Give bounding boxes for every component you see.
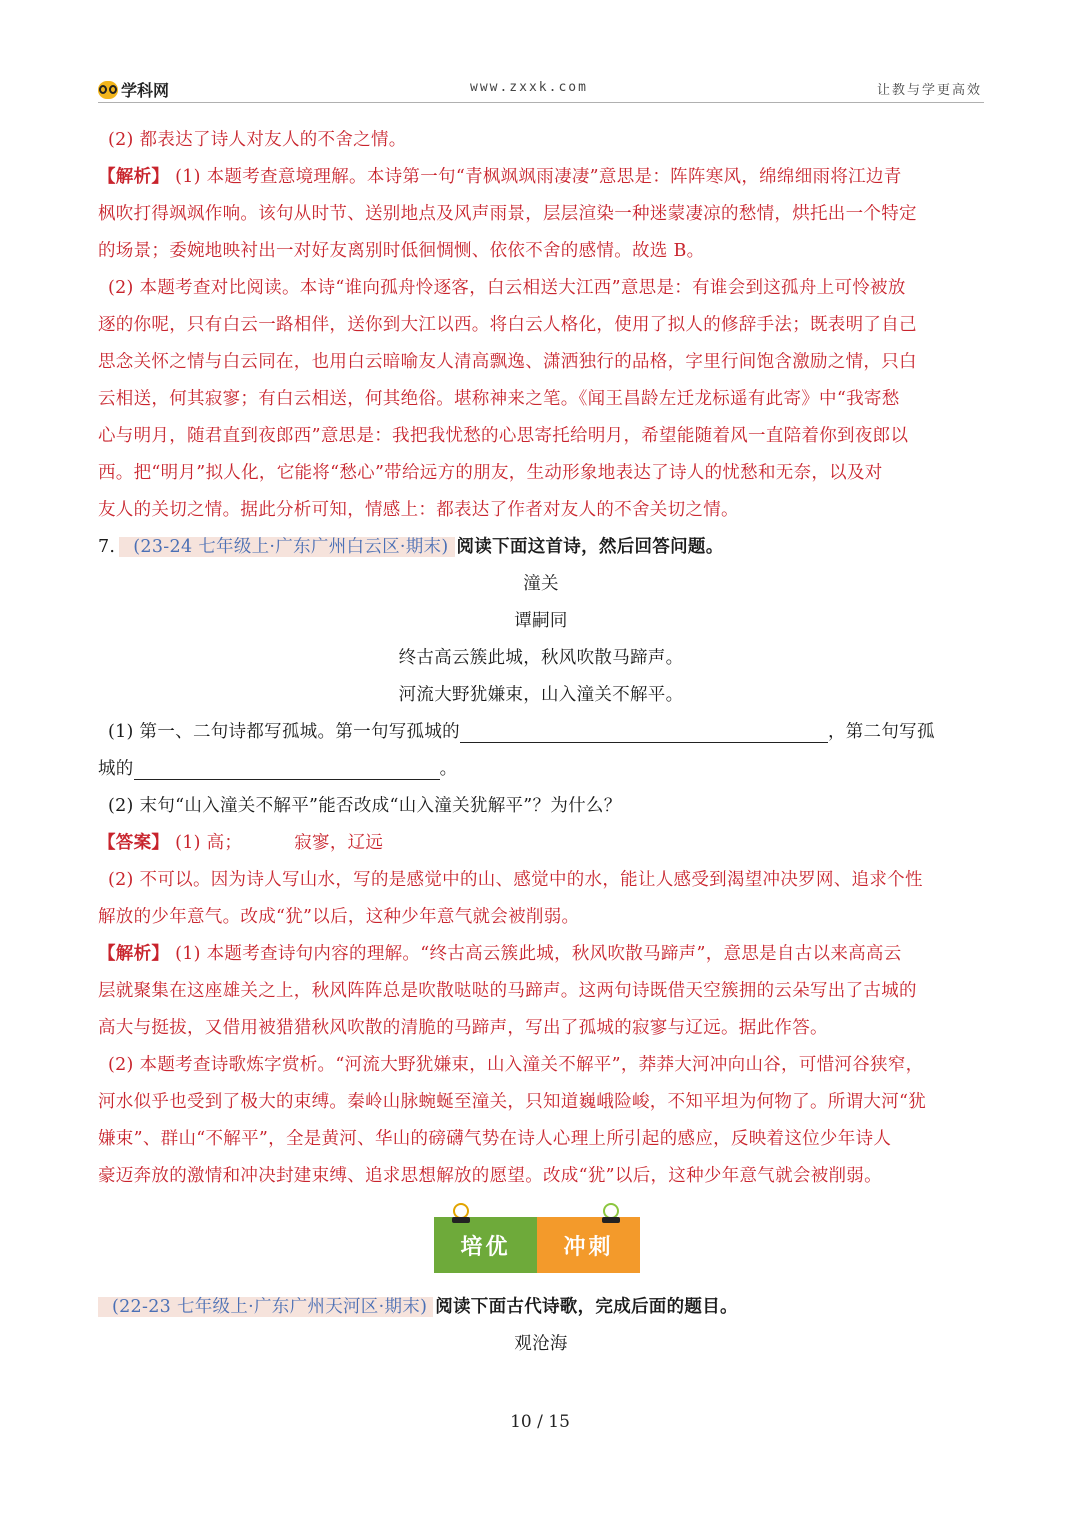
question-source: (22-23 七年级上·广东广州天河区·期末) (98, 1297, 433, 1317)
answer-line (98, 825, 984, 862)
page-number: 10 / 15 (510, 1412, 570, 1432)
analysis-text: (1) 本题考查意境理解。本诗第一句“青枫飒飒雨凄凄”意思是：阵阵寒风，绵绵细雨将江边青 (175, 167, 902, 187)
analysis-line: 层就聚集在这座雄关之上，秋风阵阵总是吹散哒哒的马蹄声。这两句诗既借天空簇拥的云朵写出了古城的 (98, 981, 917, 1001)
answer-blank[interactable] (134, 755, 440, 780)
sub-question-text: ，第二句写孤 (827, 722, 935, 742)
answer-tag: 【答案】 (98, 833, 170, 853)
analysis-line: 云相送，何其寂寥；有白云相送，何其绝俗。堪称神来之笔。《闻王昌龄左迁龙标遥有此寄》中“我寄愁 (98, 389, 900, 409)
banner-left-label: 培优 (434, 1217, 537, 1273)
analysis-line: 枫吹打得飒飒作响。该句从时节、送别地点及风声雨景，层层渲染一种迷蒙凄凉的愁情，烘托出一个特定 (98, 204, 917, 224)
sub-question-2: (2) 末句“山入潼关不解平”能否改成“山入潼关犹解平”？为什么？ (108, 796, 622, 816)
analysis-line: 友人的关切之情。据此分析可知，情感上：都表达了作者对友人的不舍关切之情。 (98, 500, 739, 520)
poem-line: 终古高云簇此城，秋风吹散马蹄声。 (398, 648, 684, 668)
analysis-line: 心与明月，随君直到夜郎西”意思是：我把我忧愁的心思寄托给明月，希望能随着风一直陪着你到夜郎以 (98, 426, 909, 446)
analysis-line: 豪迈奔放的激情和冲决封建束缚、追求思想解放的愿望。改成“犹”以后，这种少年意气就会被削弱。 (98, 1166, 882, 1186)
analysis-line: 嫌束”、群山“不解平”，全是黄河、华山的磅礴气势在诗人心理上所引起的感应，反映着这位少年诗人 (98, 1129, 892, 1149)
answer-blank[interactable] (460, 718, 828, 743)
question-8-header (98, 1289, 984, 1326)
analysis-line: 河水似乎也受到了极大的束缚。秦岭山脉蜿蜒至潼关，只知道巍峨险峻，不知平坦为何物了。所谓大河“犹 (98, 1092, 927, 1112)
poem-title: 潼关 (523, 574, 559, 594)
analysis-line: 逐的你呢，只有白云一路相伴，送你到大江以西。将白云人格化，使用了拟人的修辞手法；既表明了自己 (98, 315, 917, 335)
question-prompt: 阅读下面这首诗，然后回答问题。 (456, 537, 724, 557)
site-logo[interactable] (98, 78, 169, 101)
sub-question-1 (98, 714, 984, 751)
sub-question-1-cont (98, 751, 984, 788)
sub-question-text: (1) 第一、二句诗都写孤城。第一句写孤城的 (108, 722, 460, 742)
question-7-header (98, 529, 984, 566)
analysis-line: 西。把“明月”拟人化，它能将“愁心”带给远方的朋友，生动形象地表达了诗人的忧愁和无奈，以及对 (98, 463, 883, 483)
analysis-line (98, 936, 984, 973)
site-url: www.zxxk.com (470, 80, 588, 95)
answer-text: (1) 高； (175, 833, 243, 853)
binder-clip-icon (452, 1203, 470, 1225)
logo-text: 学科网 (121, 81, 170, 100)
poem-line: 河流大野犹嫌束，山入潼关不解平。 (398, 685, 684, 705)
poem-title: 观沧海 (514, 1334, 568, 1354)
analysis-line: 高大与挺拔，又借用被猎猎秋风吹散的清脆的马蹄声，写出了孤城的寂寥与辽远。据此作答。 (98, 1018, 828, 1038)
poem-author: 谭嗣同 (514, 611, 568, 631)
page-header (98, 70, 984, 103)
analysis-tag: 【解析】 (98, 167, 170, 187)
binder-clip-icon (602, 1203, 620, 1225)
analysis-line: (2) 本题考查诗歌炼字赏析。“河流大野犹嫌束，山入潼关不解平”，莽莽大河冲向山谷，可惜河谷狭窄， (108, 1055, 924, 1075)
analysis-line: 思念关怀之情与白云同在，也用白云暗喻友人清高飘逸、潇洒独行的品格，字里行间饱含激励之情，只白 (98, 352, 917, 372)
analysis-line: (2) 本题考查对比阅读。本诗“谁向孤舟怜逐客，白云相送大江西”意思是：有谁会到这孤舟上可怜被放 (108, 278, 906, 298)
site-motto: 让教与学更高效 (876, 83, 982, 98)
question-number: 7. (98, 537, 116, 557)
answer-line: (2) 都表达了诗人对友人的不舍之情。 (108, 130, 407, 150)
question-prompt: 阅读下面古代诗歌，完成后面的题目。 (435, 1297, 738, 1317)
answer-text: 寂寥，辽远 (294, 833, 384, 853)
analysis-tag: 【解析】 (98, 944, 170, 964)
banner-right-label: 冲刺 (537, 1217, 640, 1273)
section-banner-wrap (98, 1195, 984, 1289)
question-source: (23-24 七年级上·广东广州白云区·期末) (119, 537, 454, 557)
sub-question-text: 。 (439, 759, 458, 779)
answer-line: (2) 不可以。因为诗人写山水，写的是感觉中的山、感觉中的水，能让人感受到渴望冲决罗网、追求个性 (108, 870, 923, 890)
analysis-line (98, 159, 984, 196)
section-banner (434, 1217, 640, 1273)
analysis-text: (1) 本题考查诗句内容的理解。“终古高云簇此城，秋风吹散马蹄声”，意思是自古以来高高云 (175, 944, 902, 964)
sub-question-text: 城的 (98, 759, 134, 779)
answer-line: 解放的少年意气。改成“犹”以后，这种少年意气就会被削弱。 (98, 907, 580, 927)
logo-owl-icon (98, 81, 118, 99)
analysis-line: 的场景；委婉地映衬出一对好友离别时低徊惆恻、依依不舍的感情。故选 B。 (98, 241, 705, 261)
page-content (98, 122, 984, 1363)
